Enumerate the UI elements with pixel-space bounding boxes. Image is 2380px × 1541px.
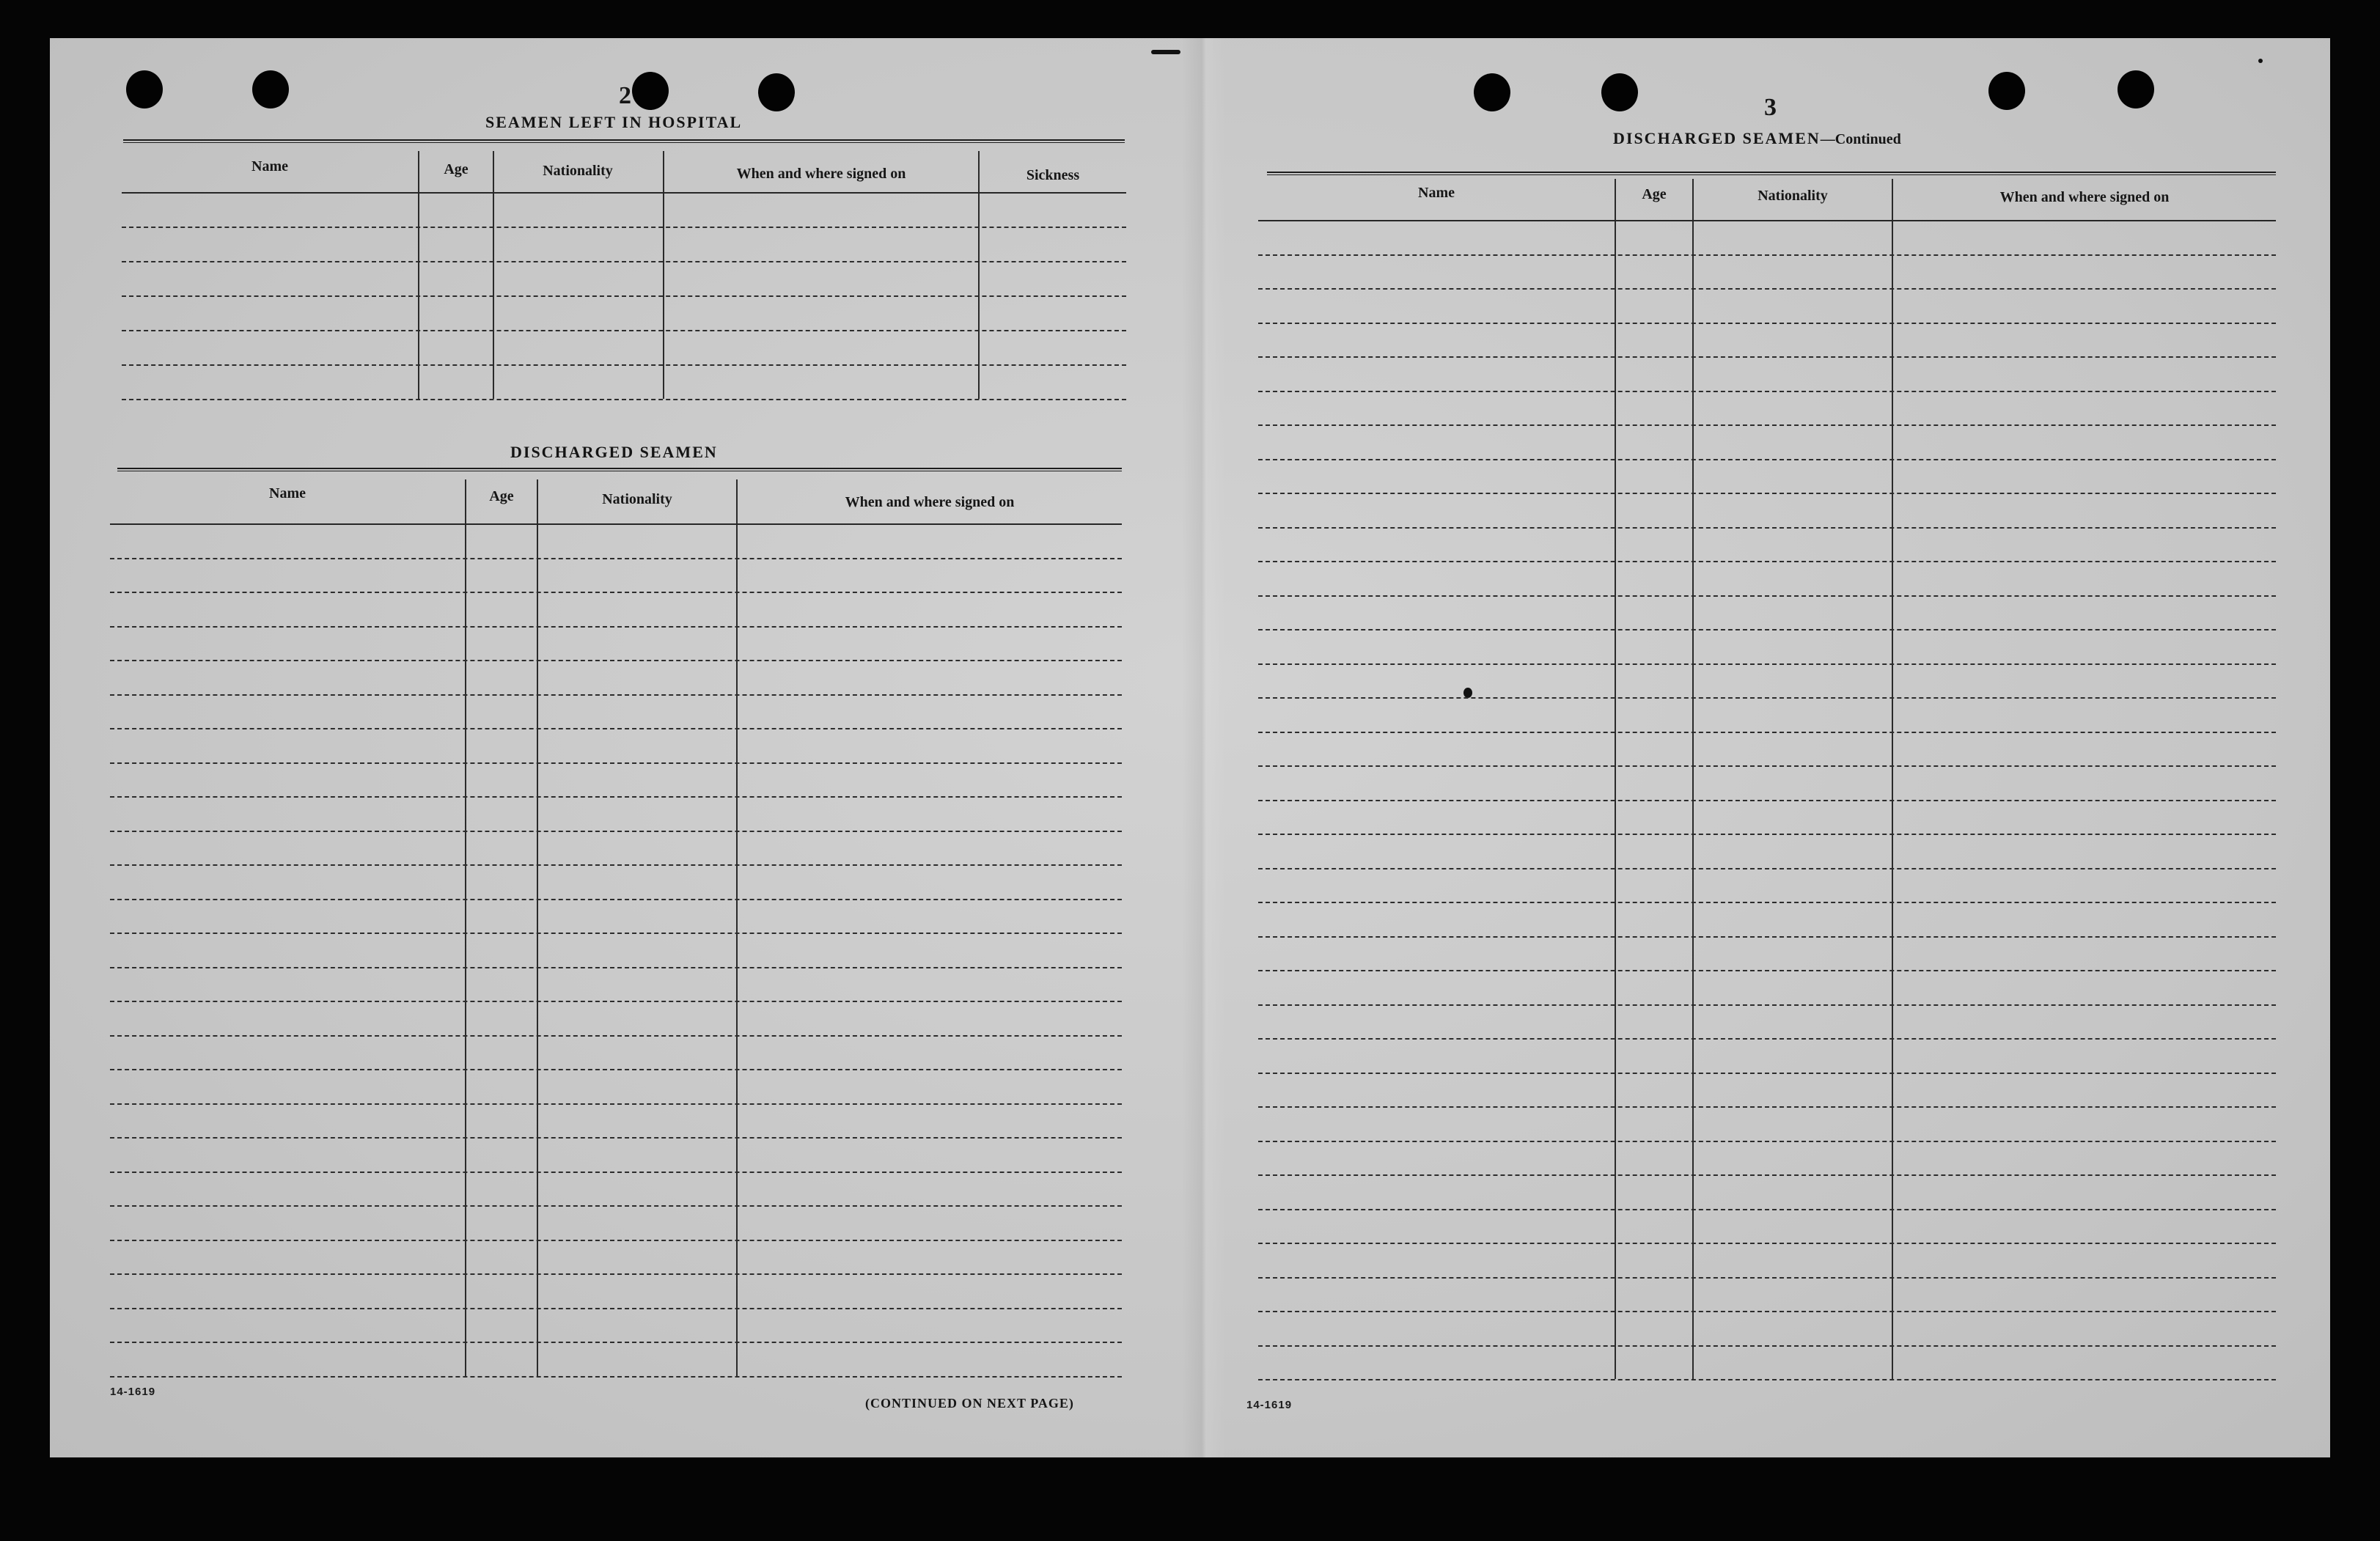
ruled-line xyxy=(110,1103,1122,1105)
column-header-age: Age xyxy=(1642,186,1667,202)
ruled-line xyxy=(1258,868,2276,869)
header-rule xyxy=(1258,220,2276,221)
ruled-line xyxy=(1258,254,2276,256)
ruled-line xyxy=(1258,1038,2276,1040)
ruled-line xyxy=(122,295,1126,297)
ruled-line xyxy=(1258,459,2276,460)
ruled-line xyxy=(110,899,1122,900)
section-rule xyxy=(123,139,1125,143)
ruled-line xyxy=(1258,424,2276,426)
ruled-line xyxy=(1258,561,2276,562)
punch-hole xyxy=(126,70,163,109)
section-title-discharged-continued xyxy=(1613,129,1901,148)
continued-table xyxy=(1258,179,2276,1396)
ruled-line xyxy=(1258,595,2276,597)
column-header-name: Name xyxy=(269,485,306,501)
ruled-line xyxy=(1258,902,2276,903)
column-header-age: Age xyxy=(444,161,469,177)
ruled-line xyxy=(1258,1345,2276,1347)
ruled-line xyxy=(122,227,1126,228)
ruled-line xyxy=(110,1001,1122,1002)
ruled-line xyxy=(110,864,1122,866)
ruled-line xyxy=(110,1308,1122,1309)
ruled-line xyxy=(110,694,1122,696)
ruled-line xyxy=(110,1342,1122,1343)
punch-hole xyxy=(2118,70,2154,109)
ruled-line xyxy=(1258,527,2276,529)
column-divider xyxy=(1615,179,1616,1379)
ruled-line xyxy=(1258,1243,2276,1244)
header-rule xyxy=(122,192,1126,194)
ruled-line xyxy=(1258,1209,2276,1210)
ruled-line xyxy=(1258,1311,2276,1312)
section-rule xyxy=(1267,172,2276,175)
ruled-line xyxy=(1258,1141,2276,1142)
ruled-line xyxy=(1258,1379,2276,1380)
ruled-line xyxy=(1258,493,2276,494)
page-number-right: 3 xyxy=(1764,94,1777,121)
ruled-line xyxy=(110,1069,1122,1070)
ruled-line xyxy=(110,1172,1122,1173)
column-header-name: Name xyxy=(1418,185,1455,201)
scan-speck xyxy=(2258,59,2263,63)
ruled-line xyxy=(110,1240,1122,1241)
column-divider xyxy=(736,479,738,1376)
column-header-age: Age xyxy=(489,488,514,504)
ruled-line xyxy=(110,592,1122,593)
header-rule xyxy=(110,523,1122,525)
column-divider xyxy=(663,151,664,399)
punch-hole xyxy=(252,70,289,109)
ruled-line xyxy=(110,1205,1122,1207)
section-title-suffix: —Continued xyxy=(1820,131,1901,147)
ruled-line xyxy=(1258,1073,2276,1074)
ruled-line xyxy=(1258,697,2276,699)
ruled-line xyxy=(110,831,1122,832)
section-title-hospital: SEAMEN LEFT IN HOSPITAL xyxy=(485,113,743,131)
ruled-line xyxy=(110,728,1122,729)
section-title-discharged: DISCHARGED SEAMEN xyxy=(510,443,718,461)
ruled-line xyxy=(1258,391,2276,392)
discharged-table xyxy=(110,479,1122,1378)
section-title-text: DISCHARGED SEAMEN xyxy=(1613,129,1821,147)
ruled-line xyxy=(110,1273,1122,1275)
column-header-nationality: Nationality xyxy=(543,163,613,179)
scan-speck xyxy=(1151,50,1180,54)
column-header-nationality: Nationality xyxy=(1758,188,1828,204)
form-number-right: 14-1619 xyxy=(1246,1399,1293,1411)
column-header-signed-on: When and where signed on xyxy=(845,494,1015,510)
column-header-nationality: Nationality xyxy=(602,491,672,507)
column-header-signed-on: When and where signed on xyxy=(1999,189,2170,205)
ruled-line xyxy=(1258,323,2276,324)
ruled-line xyxy=(1258,356,2276,358)
column-divider xyxy=(465,479,466,1376)
ruled-line xyxy=(110,933,1122,934)
ruled-line xyxy=(110,1035,1122,1037)
column-divider xyxy=(493,151,494,399)
ruled-line xyxy=(1258,765,2276,767)
ruled-line xyxy=(1258,1106,2276,1108)
form-number-left: 14-1619 xyxy=(110,1386,156,1398)
ruled-line xyxy=(1258,1277,2276,1279)
column-divider xyxy=(1892,179,1893,1379)
ruled-line xyxy=(110,1376,1122,1378)
ruled-line xyxy=(1258,800,2276,801)
continued-note: (CONTINUED ON NEXT PAGE) xyxy=(865,1396,1074,1411)
ruled-line xyxy=(110,660,1122,661)
ruled-line xyxy=(1258,288,2276,290)
ruled-line xyxy=(1258,970,2276,971)
ruled-line xyxy=(1258,663,2276,665)
punch-hole xyxy=(1988,72,2025,110)
ruled-line xyxy=(122,399,1126,400)
punch-hole xyxy=(1474,73,1510,111)
ruled-line xyxy=(122,261,1126,262)
ruled-line xyxy=(110,762,1122,764)
column-divider xyxy=(418,151,419,399)
ruled-line xyxy=(1258,834,2276,835)
ruled-line xyxy=(110,558,1122,559)
ruled-line xyxy=(110,626,1122,628)
column-header-signed-on: When and where signed on xyxy=(736,166,906,182)
section-rule xyxy=(117,468,1122,471)
ruled-line xyxy=(110,1137,1122,1139)
ruled-line xyxy=(1258,936,2276,938)
page-number-left: 2 xyxy=(619,82,631,109)
column-header-name: Name xyxy=(251,158,288,174)
hospital-table xyxy=(122,151,1126,430)
punch-hole xyxy=(1601,73,1638,111)
column-divider xyxy=(978,151,980,399)
ruled-line xyxy=(122,330,1126,331)
column-divider xyxy=(1692,179,1694,1379)
column-header-sickness: Sickness xyxy=(1026,167,1080,183)
ruled-line xyxy=(110,796,1122,798)
ruled-line xyxy=(122,364,1126,366)
punch-hole xyxy=(632,72,669,110)
ruled-line xyxy=(1258,1004,2276,1006)
ruled-line xyxy=(1258,629,2276,630)
column-divider xyxy=(537,479,538,1376)
punch-hole xyxy=(758,73,795,111)
ruled-line xyxy=(110,967,1122,968)
ruled-line xyxy=(1258,732,2276,733)
ruled-line xyxy=(1258,1174,2276,1176)
